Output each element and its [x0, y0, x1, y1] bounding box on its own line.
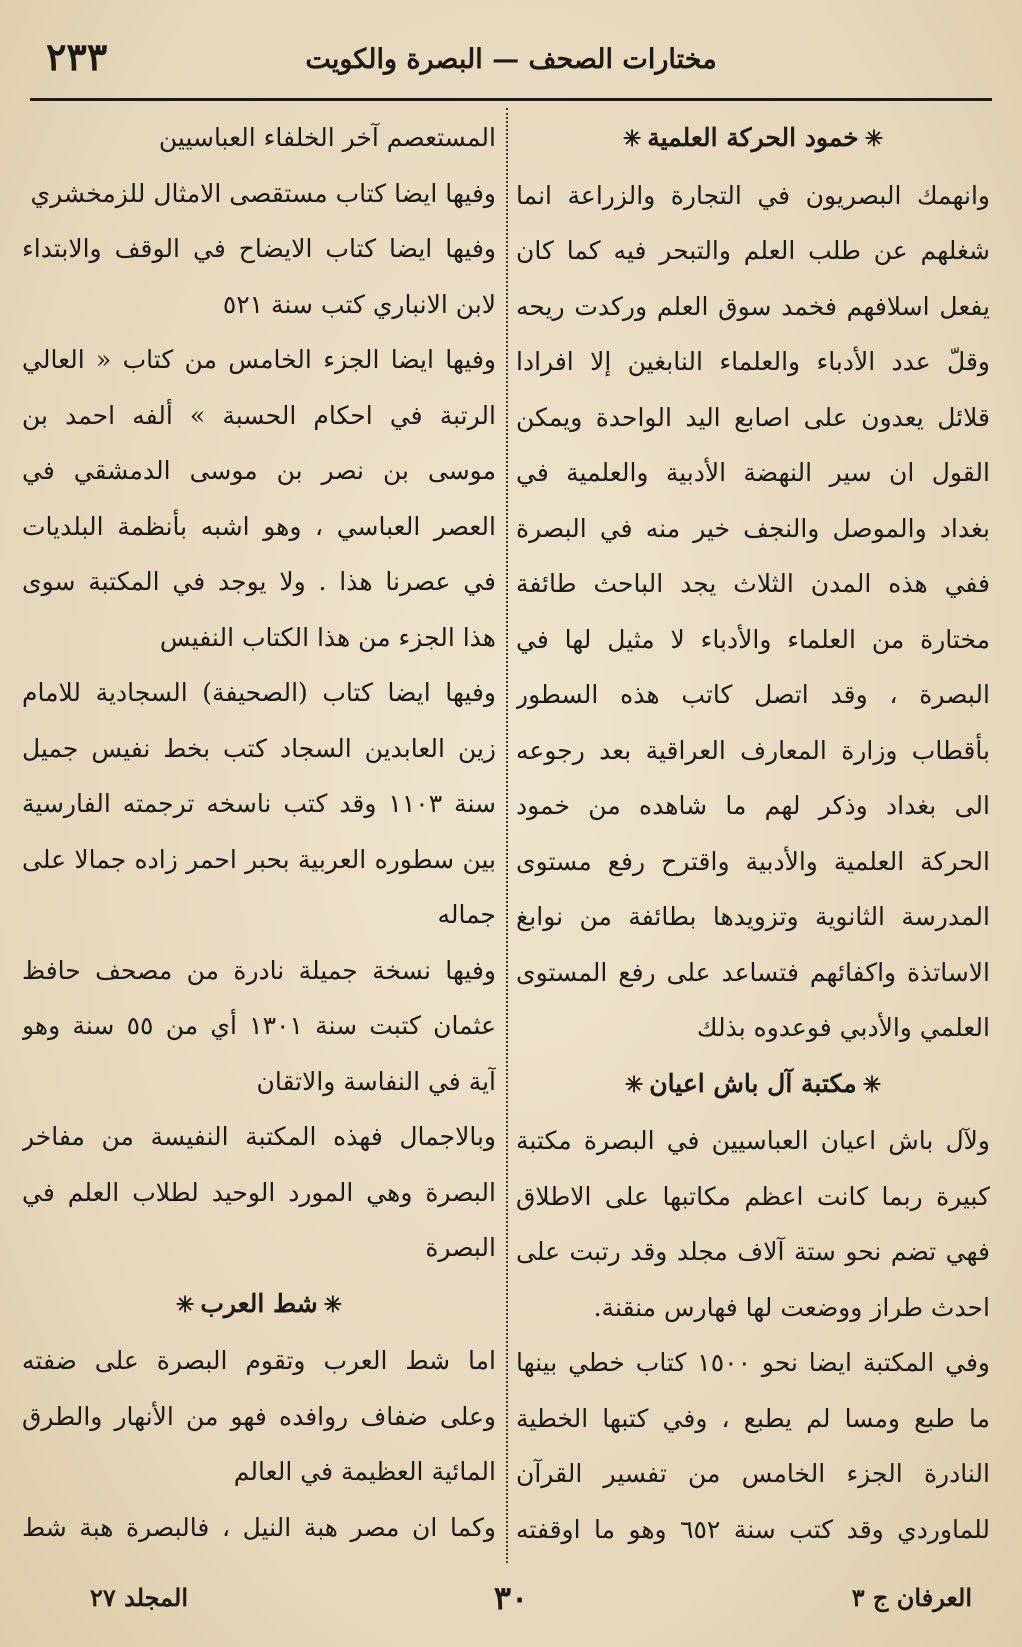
- section-heading: [22, 1276, 496, 1334]
- page-number: ٢٣٣: [46, 34, 108, 79]
- section-heading-text: خمود الحركة العلمية: [647, 123, 859, 152]
- paragraph: وكما ان مصر هبة النيل ، فالبصرة هبة شط: [22, 1512, 496, 1542]
- section-heading-text: شط العرب: [200, 1288, 318, 1318]
- ornament-star-icon: ✳: [622, 126, 642, 152]
- paragraph: وفيها ايضا كتاب الايضاح في الوقف والابتداء لابن الانباري كتب سنة ٥٢١: [22, 234, 496, 319]
- paragraph: وانهمك البصريون في التجارة والزراعة انما شغلهم عن طلب العلم والتبحر فيه كما كان يفعل اسلافهم فخمد سوق العلم وركدت ريحه وقلّ عدد الأدباء والعلماء النابغين إلا افرادا قلائل يعدون على اصابع اليد الواحدة ويمكن القول ان سير النهضة الأدبية والعلمية في بغداد والموصل والنجف خير منه في البصرة ففي هذه المدن الثلاث يجد الباحث طائفة مختارة من العلماء والأدباء لا مثيل لها في البصرة ، وقد اتصل كاتب هذه السطور بأقطاب وزارة المعارف العراقية بعد رجوعه الى بغداد وذكر لهم ما شاهده من خمود الحركة العلمية والأدبية واقترح رفع مستوى المدرسة الثانوية وتزويدها بطائفة من نوابغ الاساتذة واكفائهم فتساعد على رفع المستوى العلمي والأدبي فوعدوه بذلك: [516, 180, 990, 1042]
- journal-issue: العرفان ج ٣: [851, 1583, 972, 1612]
- section-heading: [516, 110, 990, 168]
- volume-number: المجلد ٢٧: [90, 1583, 189, 1612]
- ornament-star-icon: ✳: [175, 1291, 195, 1318]
- section-heading-text: مكتبة آل باش اعيان: [649, 1068, 857, 1098]
- paragraph: وفيها ايضا الجزء الخامس من كتاب « العالي الرتبة في احكام الحسبة » ألفه احمد بن موسى بن نصر بن موسى الدمشقي في العصر العباسي ، وهو اشبه بأنظمة البلديات في عصرنا هذا . ولا يوجد في المكتبة سوى هذا الجزء من هذا الكتاب النفيس: [22, 345, 496, 652]
- ornament-star-icon: ✳: [624, 1071, 644, 1098]
- ornament-star-icon: ✳: [864, 126, 884, 152]
- column-divider: [506, 108, 508, 1563]
- ornament-star-icon: ✳: [862, 1071, 882, 1098]
- paragraph: وفيها نسخة جميلة نادرة من مصحف حافظ عثمان كتبت سنة ١٣٠١ أي من ٥٥ سنة وهو آية في النفاسة والاتقان: [22, 955, 496, 1096]
- running-title: مختارات الصحف — البصرة والكويت: [305, 44, 717, 75]
- section-heading: [516, 1056, 990, 1114]
- paragraph: وفي المكتبة ايضا نحو ١٥٠٠ كتاب خطي بينها ما طبع ومسا لم يطبع ، وفي كتبها الخطية النادرة الجزء الخامس من تفسير القرآن للماوردي وقد كتب سنة ٦٥٢ وهو ما اوقفته: [516, 1348, 990, 1544]
- paragraph: اما شط العرب وتقوم البصرة على ضفته وعلى ضفاف روافده فهو من الأنهار والطرق المائية العظيمة في العالم: [22, 1346, 496, 1486]
- paragraph: المستعصم آخر الخلفاء العباسيين: [158, 123, 496, 152]
- paragraph: ولآل باش اعيان العباسيين في البصرة مكتبة كبيرة ربما كانت اعظم مكاتبها على الاطلاق فهي تضم نحو ستة آلاف مجلد وقد رتبت على احدث طراز ووضعت لها فهارس منقنة.: [516, 1126, 990, 1322]
- paragraph: وفيها ايضا كتاب (الصحيفة) السجادية للامام زين العابدين السجاد كتب بخط نفيس جميل سنة ١١٠٣ وقد كتب ناسخه ترجمته الفارسية بين سطوره العربية بحبر احمر زاده جمالا على جماله: [22, 678, 496, 929]
- left-column: [22, 110, 496, 1560]
- right-column: [516, 110, 990, 1560]
- running-header: [30, 30, 992, 90]
- page-footer: [30, 1579, 992, 1623]
- paragraph: وبالاجمال فهذه المكتبة النفيسة من مفاخر البصرة وهي المورد الوحيد لطلاب العلم في البصرة: [22, 1122, 496, 1262]
- header-rule: [30, 98, 992, 101]
- folio-number: ٣٠: [493, 1579, 529, 1617]
- ornament-star-icon: ✳: [323, 1291, 343, 1318]
- paragraph: وفيها ايضا كتاب مستقصى الامثال للزمخشري: [30, 178, 496, 208]
